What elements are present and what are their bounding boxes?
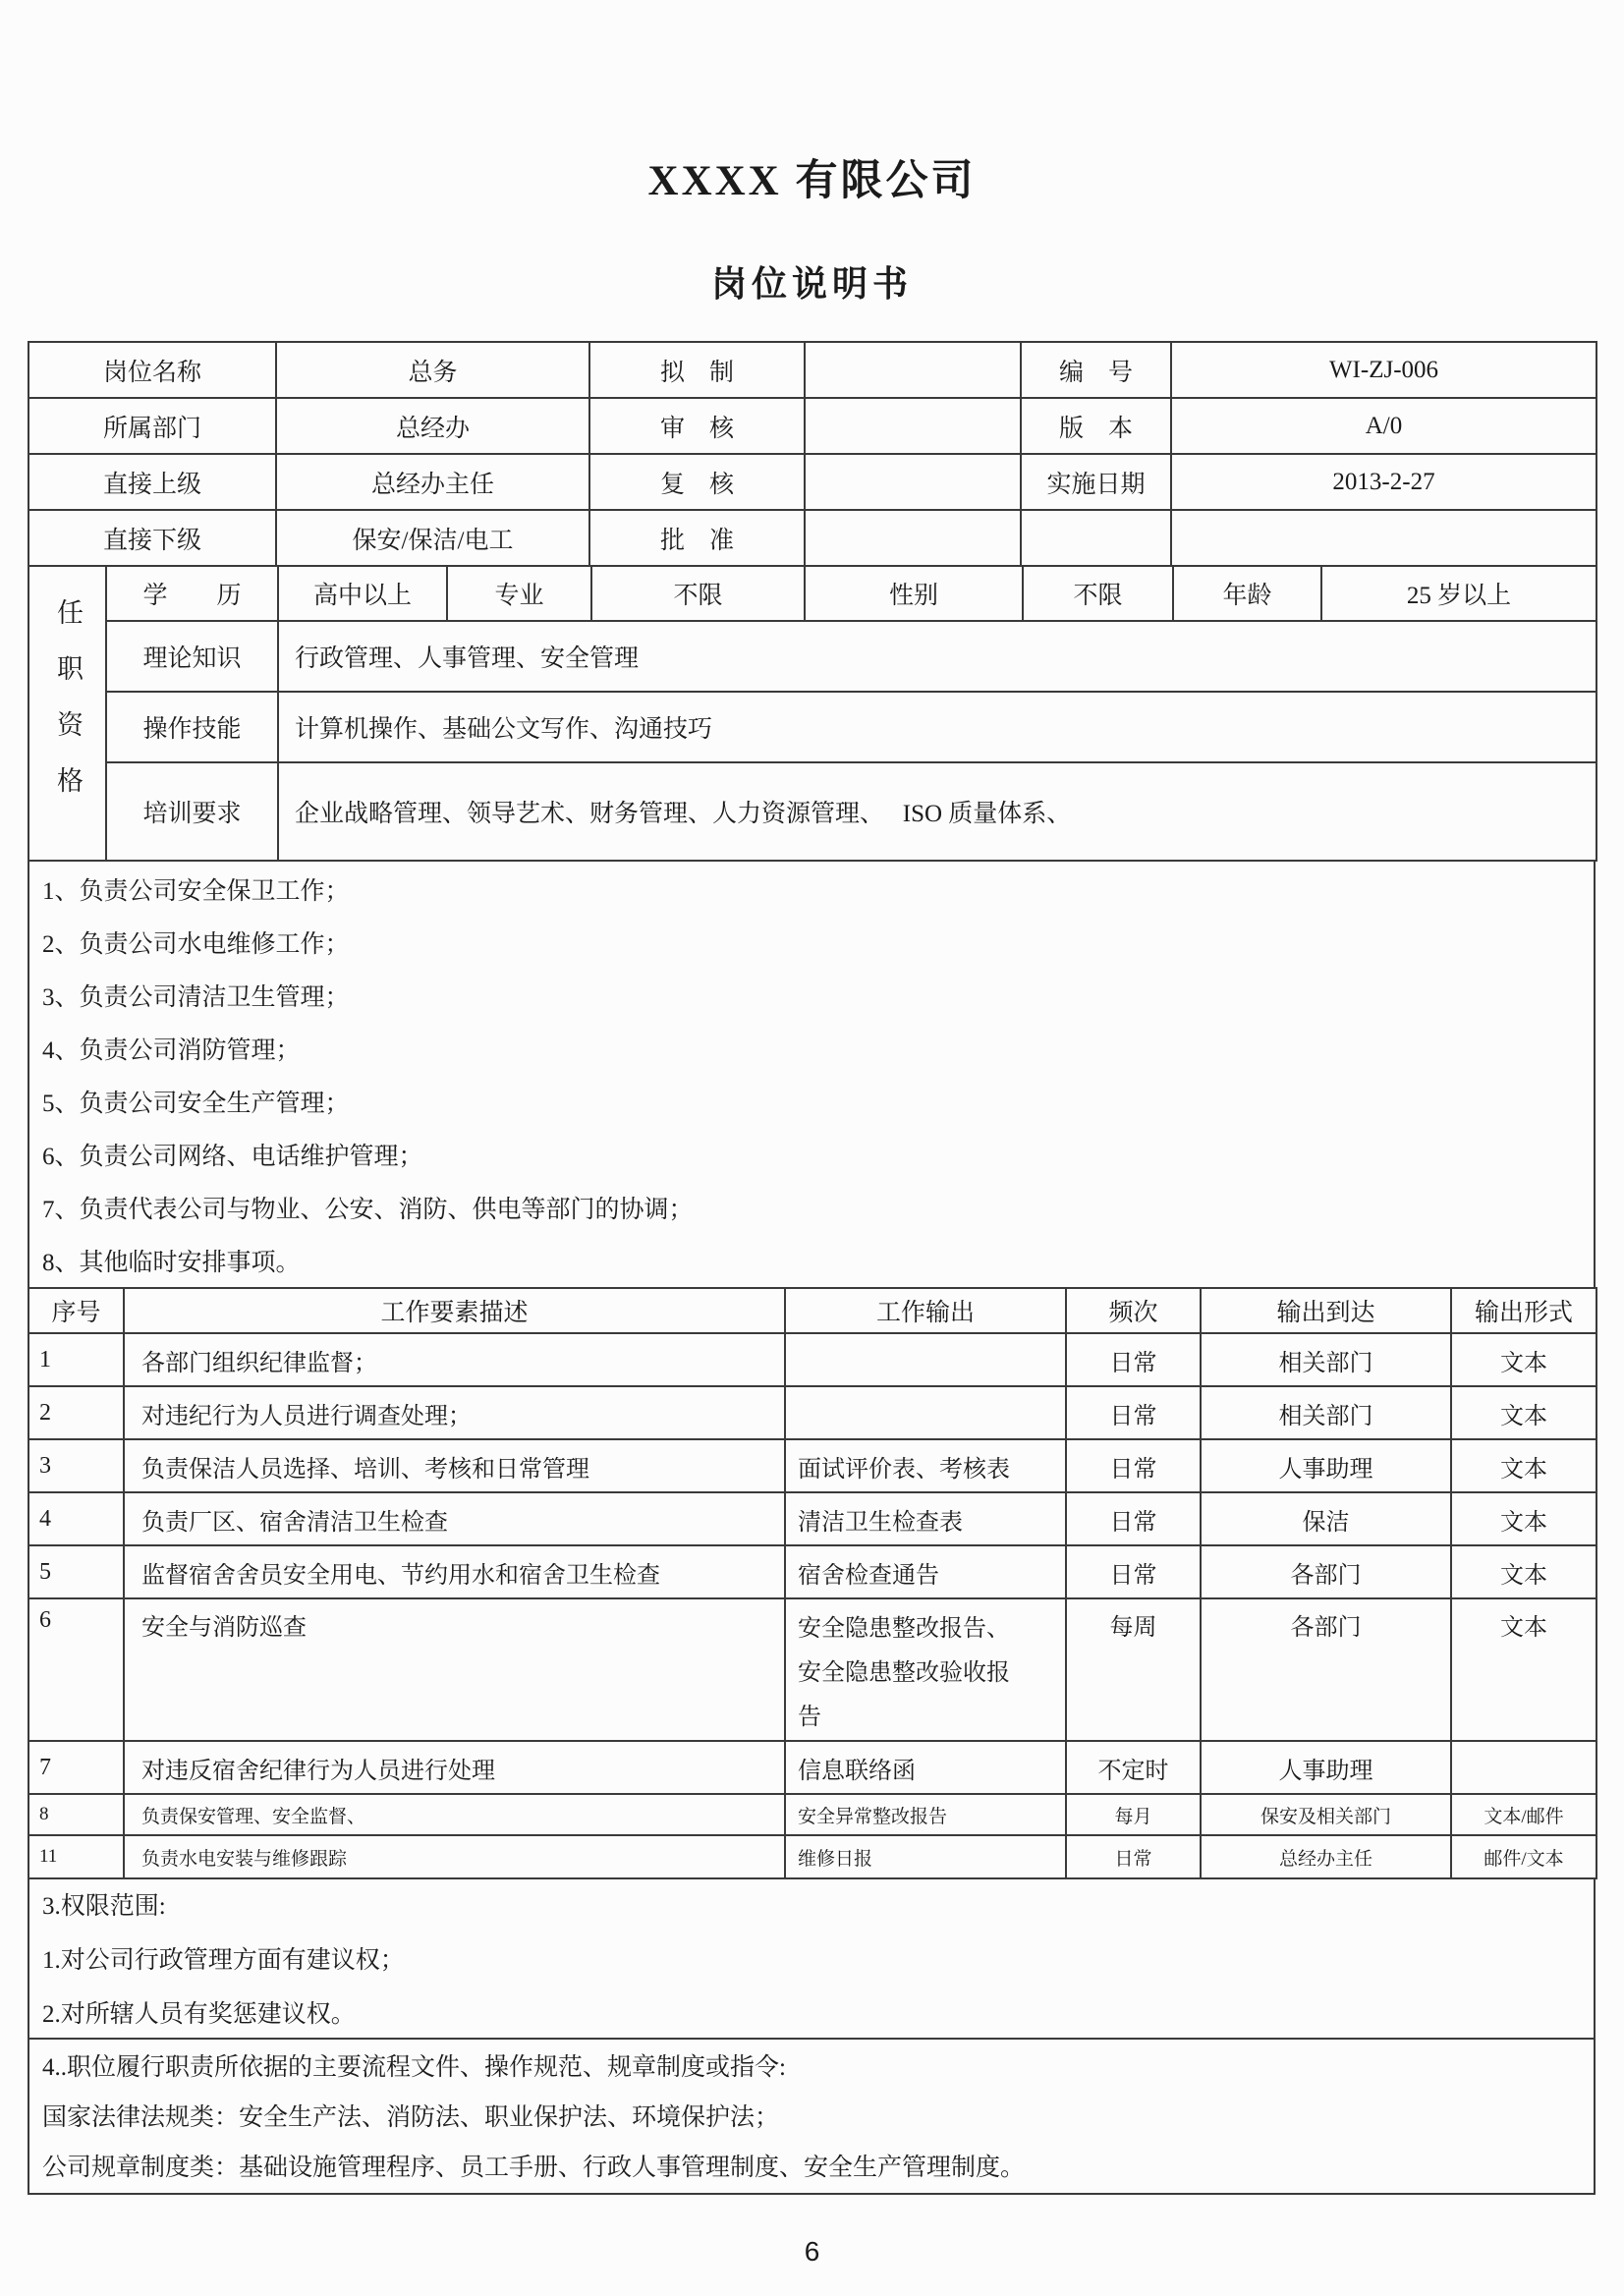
- field-value: 总经办主任: [276, 454, 589, 510]
- table-row: [28, 510, 1596, 566]
- field-label: 专业: [447, 566, 591, 621]
- basis-item: 国家法律法规类：安全生产法、消防法、职业保护法、环境保护法；: [42, 2104, 780, 2131]
- table-row: [28, 1598, 1596, 1741]
- cell-format: 邮件/文本: [1451, 1835, 1596, 1878]
- col-header-no: 序号: [28, 1288, 124, 1333]
- table-row: [28, 1333, 1596, 1386]
- duty-item: 2、负责公司水电维修工作；: [42, 931, 350, 958]
- cell-no: 3: [28, 1439, 124, 1492]
- field-value: 行政管理、人事管理、安全管理: [278, 621, 1596, 692]
- table-row: [28, 1439, 1596, 1492]
- authority-item: 2.对所辖人员有奖惩建议权。: [42, 2001, 356, 2028]
- authority-item: 1.对公司行政管理方面有建议权；: [42, 1947, 405, 1974]
- cell-dest: 保洁: [1201, 1492, 1451, 1545]
- cell-output: 信息联络函: [785, 1741, 1066, 1794]
- field-label: 直接上级: [28, 454, 276, 510]
- field-value: 25 岁以上: [1321, 566, 1596, 621]
- field-value: 计算机操作、基础公文写作、沟通技巧: [278, 692, 1596, 762]
- cell-output: 面试评价表、考核表: [785, 1439, 1066, 1492]
- field-value: A/0: [1171, 398, 1596, 454]
- cell-format: 文本/邮件: [1451, 1794, 1596, 1835]
- duties-section: [28, 860, 1596, 1289]
- table-row: [28, 1741, 1596, 1794]
- col-header-output: 工作输出: [785, 1288, 1066, 1333]
- basis-heading: 4..职位履行职责所依据的主要流程文件、操作规范、规章制度或指令:: [42, 2054, 786, 2081]
- authority-section: [28, 1877, 1596, 2040]
- field-label: 复 核: [589, 454, 805, 510]
- duty-item: 8、其他临时安排事项。: [42, 1250, 301, 1276]
- field-value: 高中以上: [278, 566, 447, 621]
- cell-freq: 每月: [1066, 1794, 1201, 1835]
- cell-no: 5: [28, 1545, 124, 1598]
- cell-no: 8: [28, 1794, 124, 1835]
- basis-section: [28, 2038, 1596, 2195]
- cell-freq: 日常: [1066, 1333, 1201, 1386]
- duty-item: 6、负责公司网络、电话维护管理；: [42, 1144, 423, 1170]
- cell-freq: 不定时: [1066, 1741, 1201, 1794]
- qualification-section-cell: [28, 566, 106, 861]
- field-value: [805, 454, 1021, 510]
- cell-no: 4: [28, 1492, 124, 1545]
- field-label: 性别: [805, 566, 1023, 621]
- duty-item: 4、负责公司消防管理；: [42, 1037, 301, 1064]
- cell-output: 清洁卫生检查表: [785, 1492, 1066, 1545]
- table-row: [28, 1835, 1596, 1878]
- cell-format: 文本: [1451, 1545, 1596, 1598]
- field-label: 实施日期: [1021, 454, 1171, 510]
- field-value: [1171, 510, 1596, 566]
- field-value: [805, 510, 1021, 566]
- cell-freq: 每周: [1066, 1598, 1201, 1741]
- cell-format: 文本: [1451, 1598, 1596, 1741]
- table-row: [28, 454, 1596, 510]
- qualification-vertical-label: 任职资格: [53, 597, 83, 822]
- col-header-format: 输出形式: [1451, 1288, 1596, 1333]
- cell-output: [785, 1333, 1066, 1386]
- page-number: 6: [804, 2236, 820, 2267]
- cell-no: 11: [28, 1835, 124, 1878]
- table-row: [28, 692, 1596, 762]
- cell-desc: 对违反宿舍纪律行为人员进行处理: [124, 1741, 785, 1794]
- field-label: 年龄: [1173, 566, 1321, 621]
- duty-item: 7、负责代表公司与物业、公安、消防、供电等部门的协调；: [42, 1197, 694, 1223]
- cell-dest: 相关部门: [1201, 1386, 1451, 1439]
- cell-dest: 总经办主任: [1201, 1835, 1451, 1878]
- header-info-table: [28, 341, 1597, 567]
- table-row: [28, 621, 1596, 692]
- field-value: 企业战略管理、领导艺术、财务管理、人力资源管理、 ISO 质量体系、: [278, 762, 1596, 861]
- cell-format: 文本: [1451, 1492, 1596, 1545]
- cell-no: 7: [28, 1741, 124, 1794]
- field-value: 保安/保洁/电工: [276, 510, 589, 566]
- field-label: 操作技能: [106, 692, 278, 762]
- field-label: 批 准: [589, 510, 805, 566]
- table-row: [28, 762, 1596, 861]
- field-value: [805, 342, 1021, 398]
- field-value: 总务: [276, 342, 589, 398]
- cell-no: 1: [28, 1333, 124, 1386]
- cell-desc: 监督宿舍舍员安全用电、节约用水和宿舍卫生检查: [124, 1545, 785, 1598]
- field-label: 编 号: [1021, 342, 1171, 398]
- cell-dest: 保安及相关部门: [1201, 1794, 1451, 1835]
- cell-dest: 人事助理: [1201, 1741, 1451, 1794]
- cell-no: 2: [28, 1386, 124, 1439]
- cell-freq: 日常: [1066, 1835, 1201, 1878]
- cell-dest: 各部门: [1201, 1598, 1451, 1741]
- col-header-desc: 工作要素描述: [124, 1288, 785, 1333]
- cell-desc: 负责厂区、宿舍清洁卫生检查: [124, 1492, 785, 1545]
- cell-desc: 负责保洁人员选择、培训、考核和日常管理: [124, 1439, 785, 1492]
- table-row: [28, 1386, 1596, 1439]
- field-label: 理论知识: [106, 621, 278, 692]
- cell-output: 维修日报: [785, 1835, 1066, 1878]
- field-label: 学 历: [106, 566, 278, 621]
- table-row: [28, 1545, 1596, 1598]
- basis-item: 公司规章制度类：基础设施管理程序、员工手册、行政人事管理制度、安全生产管理制度。: [42, 2155, 1026, 2181]
- field-label: 所属部门: [28, 398, 276, 454]
- cell-freq: 日常: [1066, 1545, 1201, 1598]
- field-label: 拟 制: [589, 342, 805, 398]
- cell-no: 6: [28, 1598, 124, 1741]
- cell-freq: 日常: [1066, 1386, 1201, 1439]
- table-row: [28, 342, 1596, 398]
- work-elements-table: [28, 1287, 1597, 1879]
- cell-output: 安全隐患整改报告、安全隐患整改验收报告: [785, 1598, 1066, 1741]
- field-label: 直接下级: [28, 510, 276, 566]
- authority-heading: 3.权限范围:: [42, 1893, 166, 1920]
- field-label: 审 核: [589, 398, 805, 454]
- cell-desc: 负责保安管理、安全监督、: [124, 1794, 785, 1835]
- col-header-freq: 频次: [1066, 1288, 1201, 1333]
- table-row: [28, 566, 1596, 621]
- company-title: XXXX 有限公司: [647, 158, 977, 204]
- duty-item: 3、负责公司清洁卫生管理；: [42, 984, 350, 1011]
- cell-freq: 日常: [1066, 1439, 1201, 1492]
- cell-format: 文本: [1451, 1386, 1596, 1439]
- table-row: [28, 398, 1596, 454]
- qualification-table: [28, 565, 1597, 862]
- field-label: 培训要求: [106, 762, 278, 861]
- field-value: 2013-2-27: [1171, 454, 1596, 510]
- cell-dest: 相关部门: [1201, 1333, 1451, 1386]
- cell-desc: 对违纪行为人员进行调查处理；: [124, 1386, 785, 1439]
- field-label: 版 本: [1021, 398, 1171, 454]
- duty-item: 5、负责公司安全生产管理；: [42, 1091, 350, 1117]
- duty-item: 1、负责公司安全保卫工作；: [42, 878, 350, 905]
- table-row: [28, 1794, 1596, 1835]
- cell-format: 文本: [1451, 1439, 1596, 1492]
- cell-format: [1451, 1741, 1596, 1794]
- field-value: 总经办: [276, 398, 589, 454]
- col-header-dest: 输出到达: [1201, 1288, 1451, 1333]
- table-row: [28, 1492, 1596, 1545]
- field-label: 岗位名称: [28, 342, 276, 398]
- doc-title: 岗位说明书: [710, 264, 913, 304]
- field-value: [805, 398, 1021, 454]
- field-label: [1021, 510, 1171, 566]
- cell-output: [785, 1386, 1066, 1439]
- field-value: WI-ZJ-006: [1171, 342, 1596, 398]
- cell-output: 安全异常整改报告: [785, 1794, 1066, 1835]
- cell-dest: 各部门: [1201, 1545, 1451, 1598]
- field-value: 不限: [1023, 566, 1173, 621]
- cell-desc: 负责水电安装与维修跟踪: [124, 1835, 785, 1878]
- table-header-row: [28, 1288, 1596, 1333]
- field-value: 不限: [591, 566, 805, 621]
- cell-dest: 人事助理: [1201, 1439, 1451, 1492]
- cell-output: 宿舍检查通告: [785, 1545, 1066, 1598]
- cell-freq: 日常: [1066, 1492, 1201, 1545]
- cell-format: 文本: [1451, 1333, 1596, 1386]
- cell-desc: 各部门组织纪律监督；: [124, 1333, 785, 1386]
- cell-desc: 安全与消防巡查: [124, 1598, 785, 1741]
